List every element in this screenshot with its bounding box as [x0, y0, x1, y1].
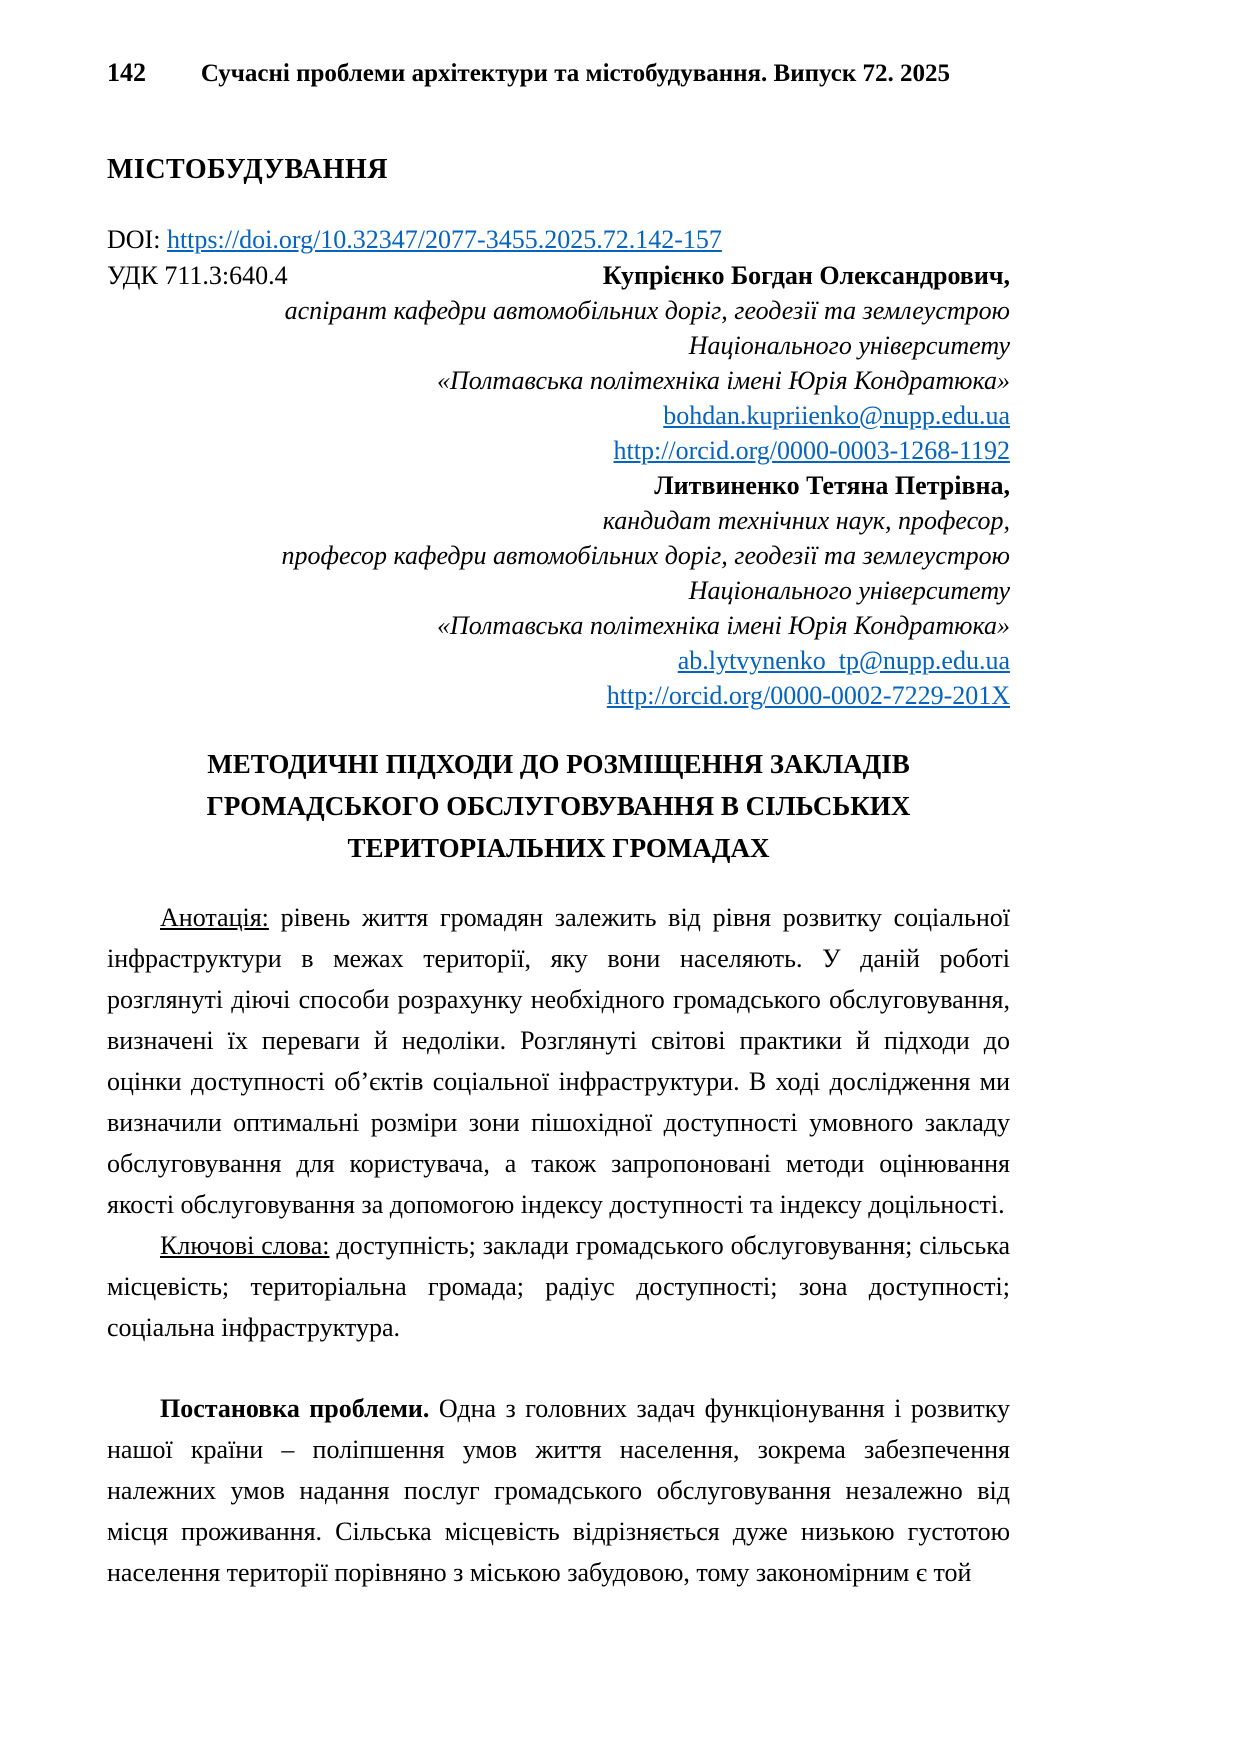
- article-title: МЕТОДИЧНІ ПІДХОДИ ДО РОЗМІЩЕННЯ ЗАКЛАДІВ ГРОМАДСЬКОГО ОБСЛУГОВУВАННЯ В СІЛЬСЬКИХ ТЕРИТОРІАЛЬНИХ ГРОМАДАХ: [206, 749, 911, 863]
- udk-author-line: [107, 258, 1010, 293]
- udk-code: УДК 711.3:640.4: [107, 261, 288, 290]
- doi-label: DOI:: [107, 225, 167, 254]
- author-1-affiliation-line-1: аспірант кафедри автомобільних доріг, геодезії та землеустрою: [284, 296, 1010, 325]
- author-2-email-link[interactable]: ab.lytvynenko_tp@nupp.edu.ua: [677, 646, 1010, 675]
- author-1-email-line: [107, 398, 1010, 433]
- author-2-email-line: [107, 643, 1010, 678]
- page-number: 142: [107, 58, 146, 87]
- author-2-affiliation-line-1: кандидат технічних наук, професор,: [602, 506, 1010, 535]
- problem-statement-paragraph: [107, 1388, 1010, 1593]
- author-1-orcid-link[interactable]: http://orcid.org/0000-0003-1268-1192: [613, 436, 1010, 465]
- author-1-orcid-line: [107, 433, 1010, 468]
- author-1-affiliation-line-3: «Полтавська політехніка імені Юрія Кондратюка»: [436, 366, 1010, 395]
- abstract-label: Анотація:: [160, 903, 269, 932]
- doi-link[interactable]: https://doi.org/10.32347/2077-3455.2025.72.142-157: [166, 225, 722, 254]
- problem-statement-text: Одна з головних задач функціонування і розвитку нашої країни – поліпшення умов життя населення, зокрема забезпечення належних умов надання послуг громадського обслуговування незалежно від місця проживання. Сільська місцевість відрізняється дуже низькою густотою населення території порівняно з міською забудовою, тому закономірним є той: [107, 1394, 1010, 1587]
- author-1-affiliation-line-2: Національного університету: [688, 331, 1010, 360]
- section-heading: МІСТОБУДУВАННЯ: [107, 154, 388, 185]
- abstract-text: рівень життя громадян залежить від рівня розвитку соціальної інфраструктури в межах території, яку вони населяють. У даній роботі розглянуті діючі способи розрахунку необхідного громадського обслуговування, визначені їх переваги й недоліки. Розглянуті світові практики й підходи до оцінки доступності об’єктів соціальної інфраструктури. В ході дослідження ми визначили оптимальні розміри зони пішохідної доступності умовного закладу обслуговування для користувача, а також запропоновані методи оцінювання якості обслуговування за допомогою індексу доступності та індексу доцільності.: [107, 903, 1010, 1219]
- problem-statement-label: Постановка проблеми.: [160, 1394, 430, 1423]
- author-2-affiliation-line-2: професор кафедри автомобільних доріг, геодезії та землеустрою: [281, 541, 1010, 570]
- author-2-block: [107, 468, 1010, 713]
- keywords-paragraph: [107, 1225, 1010, 1348]
- abstract-paragraph: [107, 897, 1010, 1225]
- author-2-affiliation-line-3: Національного університету: [688, 576, 1010, 605]
- author-1-block: [107, 293, 1010, 468]
- author-1-email-link[interactable]: bohdan.kupriienko@nupp.edu.ua: [663, 401, 1010, 430]
- doi-line: [107, 222, 1010, 258]
- running-title: Сучасні проблеми архітектури та містобудування. Випуск 72. 2025: [200, 60, 950, 87]
- keywords-text: доступність; заклади громадського обслуговування; сільська місцевість; територіальна громада; радіус доступності; зона доступності; соціальна інфраструктура.: [107, 1231, 1010, 1342]
- running-head: [107, 58, 1010, 88]
- author-2-orcid-line: [107, 678, 1010, 713]
- keywords-label: Ключові слова:: [160, 1231, 330, 1260]
- author-1-name: Купрієнко Богдан Олександрович,: [602, 261, 1010, 290]
- author-2-affiliation-line-4: «Полтавська політехніка імені Юрія Кондратюка»: [436, 611, 1010, 640]
- author-2-name: Литвиненко Тетяна Петрівна,: [654, 471, 1010, 500]
- author-2-orcid-link[interactable]: http://orcid.org/0000-0002-7229-201X: [606, 681, 1010, 710]
